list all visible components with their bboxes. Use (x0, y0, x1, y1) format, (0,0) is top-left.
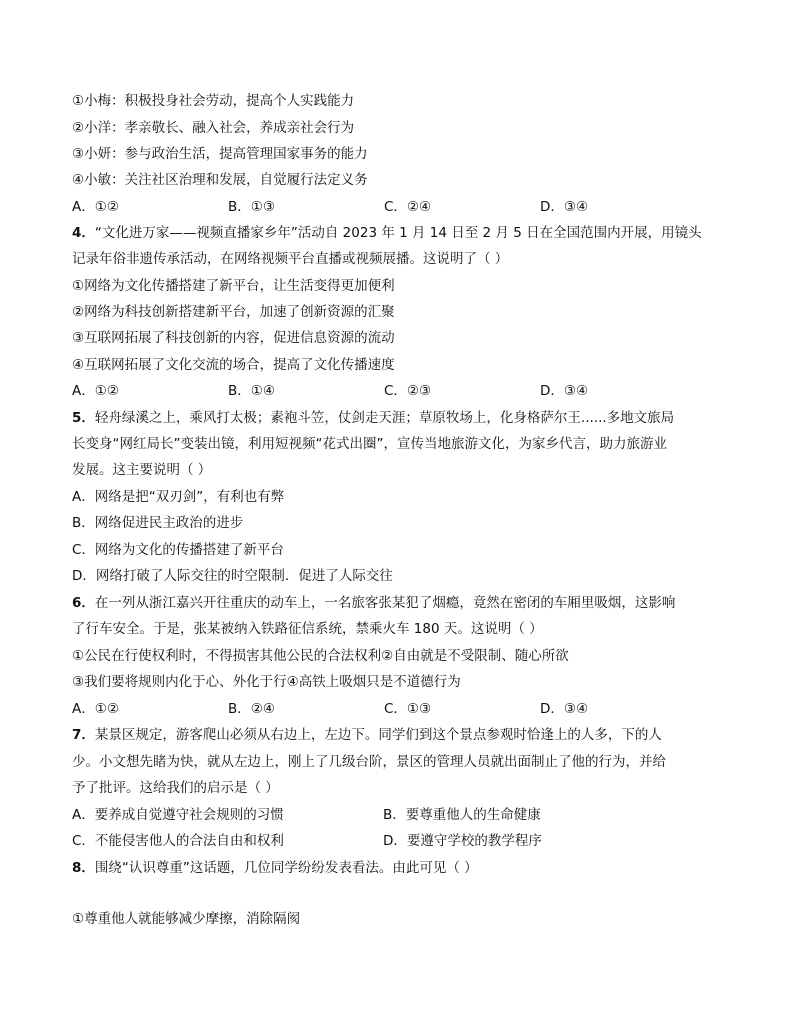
q6-number: 6． (72, 595, 95, 611)
q4-option-d: D．③④ (540, 383, 589, 399)
q4-option-b: B．①④ (228, 383, 275, 399)
q6-option-a: A．①② (72, 701, 119, 717)
q7-option-b: B．要尊重他人的生命健康 (383, 807, 541, 823)
q6-stem-line-1 (72, 594, 675, 612)
q8-stem-line-1 (72, 859, 478, 877)
q7-option-d: D．要遵守学校的教学程序 (383, 833, 542, 849)
q5-option-b: B．网络促进民主政治的进步 (72, 515, 244, 531)
q3-option-c: C．②④ (384, 199, 432, 215)
q4-stem-text-1: “文化进万家——视频直播家乡年”活动自 2023 年 1 月 14 日至 2 月 5 日在全国范围内开展，用镜头 (94, 225, 702, 241)
q3-item-1: ①小梅：积极投身社会劳动，提高个人实践能力 (72, 93, 355, 109)
q5-stem-line-2: 长变身“网红局长”变装出镜，利用短视频“花式出圈”，宣传当地旅游文化，为家乡代言，助力旅游业 (72, 436, 667, 452)
q8-number: 8． (72, 860, 95, 876)
q3-option-a: A．①② (72, 199, 119, 215)
q5-option-d: D．网络打破了人际交往的时空限制．促进了人际交往 (72, 568, 393, 584)
q7-stem-line-2: 少。小文想先睹为快，就从左边上，刚上了几级台阶，景区的管理人员就出面制止了他的行为，并给 (72, 754, 666, 770)
q3-option-d: D．③④ (540, 199, 589, 215)
q8-item-1: ①尊重他人就能够减少摩擦，消除隔阂 (72, 911, 301, 927)
q5-stem-line-3: 发展。这主要说明（ ） (72, 462, 212, 478)
q5-number: 5． (72, 410, 95, 426)
q4-item-1: ①网络为文化传播搭建了新平台，让生活变得更加便利 (72, 278, 395, 294)
q6-option-c: C．①③ (384, 701, 432, 717)
q7-stem-text-1: 某景区规定，游客爬山必须从右边上，左边下。同学们到这个景点参观时恰逢上的人多，下的人 (94, 727, 662, 743)
q3-item-3: ③小妍：参与政治生活，提高管理国家事务的能力 (72, 146, 368, 162)
q7-option-c: C．不能侵害他人的合法自由和权利 (72, 833, 284, 849)
q5-stem-line-1 (72, 409, 674, 427)
q3-option-b: B．①③ (228, 199, 275, 215)
q5-option-c: C．网络为文化的传播搭建了新平台 (72, 542, 284, 558)
q8-stem-text-1: 围绕“认识尊重”这话题，几位同学纷纷发表看法。由此可见（ ） (94, 860, 478, 876)
q6-option-d: D．③④ (540, 701, 589, 717)
q6-stem-line-2: 了行车安全。于是，张某被纳入铁路征信系统，禁乘火车 180 天。这说明（ ） (72, 621, 543, 637)
q6-option-b: B．②④ (228, 701, 275, 717)
q7-number: 7． (72, 727, 95, 743)
q7-stem-line-3: 予了批评。这给我们的启示是（ ） (72, 780, 279, 796)
q3-item-4: ④小敏：关注社区治理和发展，自觉履行法定义务 (72, 172, 368, 188)
q6-stem-text-1: 在一列从浙江嘉兴开往重庆的动车上，一名旅客张某犯了烟瘾，竟然在密闭的车厢里吸烟，这影响 (94, 595, 676, 611)
q7-option-a: A．要养成自觉遵守社会规则的习惯 (72, 807, 284, 823)
q4-item-4: ④互联网拓展了文化交流的场合，提高了文化传播速度 (72, 357, 395, 373)
q5-option-a: A．网络是把“双刃剑”，有利也有弊 (72, 489, 285, 505)
q7-stem-line-1 (72, 726, 662, 744)
q4-item-3: ③互联网拓展了科技创新的内容，促进信息资源的流动 (72, 330, 395, 346)
q6-item-line-2: ③我们要将规则内化于心、外化于行④高铁上吸烟只是不道德行为 (72, 674, 461, 690)
q4-number: 4． (72, 225, 95, 241)
q3-item-2: ②小洋：孝亲敬长、融入社会，养成亲社会行为 (72, 120, 355, 136)
q6-item-line-1: ①公民在行使权利时，不得损害其他公民的合法权利②自由就是不受限制、随心所欲 (72, 648, 569, 664)
q4-stem-line-1 (72, 224, 702, 242)
q4-option-c: C．②③ (384, 383, 432, 399)
q4-stem-line-2: 记录年俗非遗传承活动，在网络视频平台直播或视频展播。这说明了（ ） (72, 251, 509, 267)
q4-option-a: A．①② (72, 383, 119, 399)
q5-stem-text-1: 轻舟绿溪之上，乘风打太极；素袍斗笠，仗剑走天涯；草原牧场上，化身格萨尔王......多地文旅局 (94, 410, 675, 426)
q4-item-2: ②网络为科技创新搭建新平台，加速了创新资源的汇聚 (72, 304, 395, 320)
